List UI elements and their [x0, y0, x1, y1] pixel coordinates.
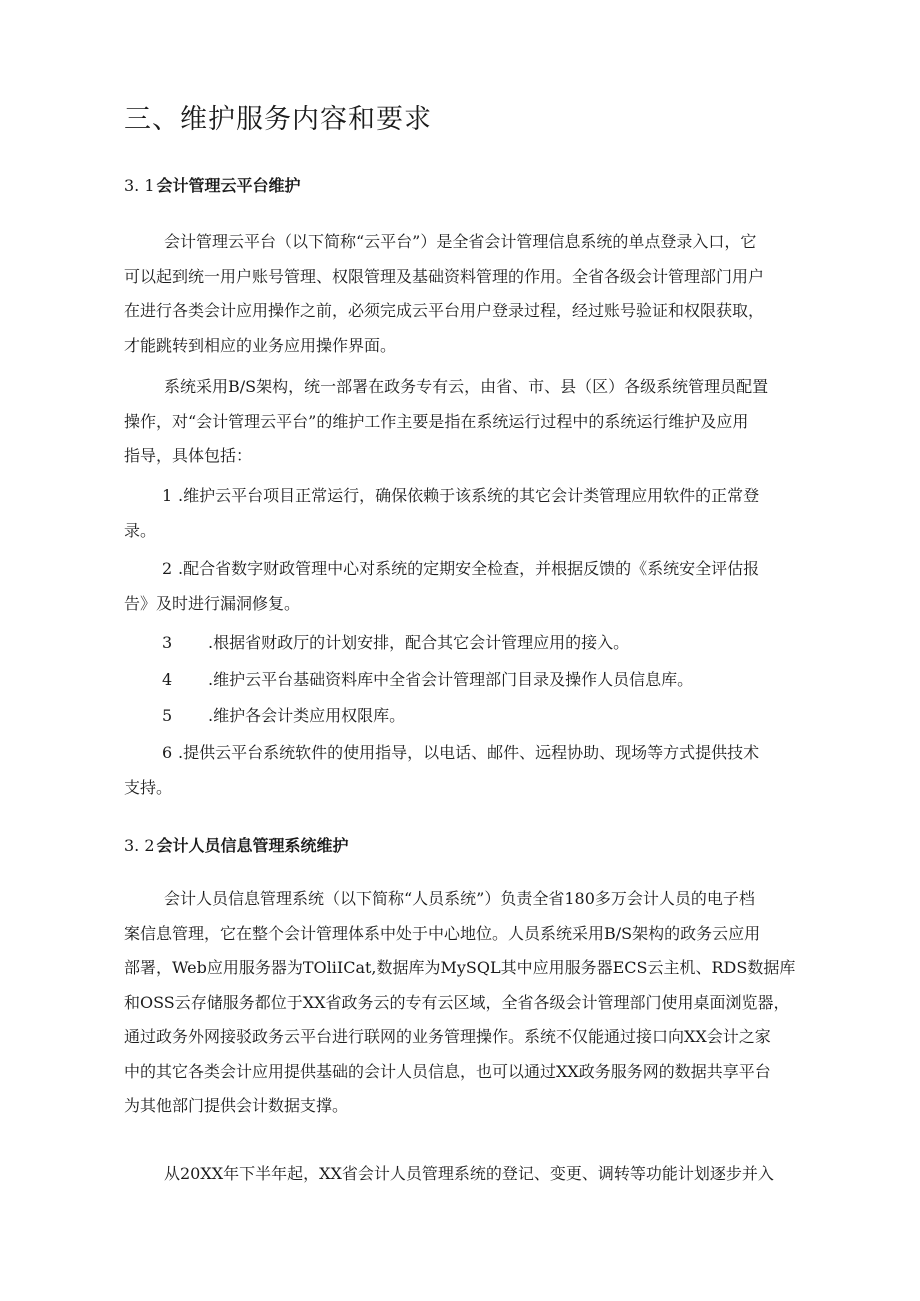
list-item — [124, 479, 804, 548]
paragraph-personnel-system — [124, 882, 804, 1124]
paragraph-cloud-platform-intro — [124, 225, 804, 363]
list-item — [124, 663, 804, 698]
subsection-heading-3-2 — [124, 834, 349, 858]
list-text: .维护各会计类应用权限库。 — [208, 706, 406, 725]
list-number: 1 — [162, 486, 173, 505]
list-number: 3 — [162, 633, 173, 652]
text-line: 指导，具体包括： — [124, 446, 253, 465]
list-number: 6 — [162, 743, 173, 762]
text-line: 会计管理云平台（以下简称“云平台”）是全省会计管理信息系统的单点登录入口，它 — [164, 232, 757, 251]
section-title: 三、维护服务内容和要求 — [124, 104, 432, 135]
text-line: 从20XX年下半年起，XX省会计人员管理系统的登记、变更、调转等功能计划逐步并入 — [164, 1164, 774, 1183]
list-text: .提供云平台系统软件的使用指导，以电话、邮件、远程协助、现场等方式提供技术 — [178, 743, 760, 762]
heading-text: 会计管理云平台维护 — [156, 176, 301, 195]
text-line: 系统采用B/S架构，统一部署在政务专有云，由省、市、县（区）各级系统管理员配置 — [164, 377, 769, 396]
heading-number: 3. 2 — [124, 836, 155, 855]
list-number: 4 — [162, 670, 173, 689]
text-line: 才能跳转到相应的业务应用操作界面。 — [124, 335, 397, 355]
text-line: 可以起到统一用户账号管理、权限管理及基础资料管理的作用。全省各级会计管理部门用户 — [124, 266, 765, 286]
list-item — [124, 699, 804, 734]
list-text: .维护云平台基础资料库中全省会计管理部门目录及操作人员信息库。 — [208, 670, 694, 689]
text-line: 为其他部门提供会计数据支撑。 — [124, 1096, 349, 1115]
text-line: 录。 — [124, 520, 157, 540]
list-item — [124, 736, 804, 805]
list-number: 5 — [162, 706, 173, 725]
heading-text: 会计人员信息管理系统维护 — [156, 836, 349, 855]
list-text: .根据省财政厅的计划安排，配合其它会计管理应用的接入。 — [208, 633, 630, 652]
text-line: 在进行各类会计应用操作之前，必须完成云平台用户登录过程，经过账号验证和权限获取， — [124, 301, 765, 320]
text-line: 支持。 — [124, 777, 173, 797]
text-line: 部署，Web应用服务器为TOliICat,数据库为MySQL其中应用服务器ECS云主机、RDS数据库 — [124, 958, 796, 977]
list-text: .维护云平台项目正常运行，确保依赖于该系统的其它会计类管理应用软件的正常登 — [178, 486, 760, 505]
list-item — [124, 552, 804, 621]
paragraph-migration-plan — [124, 1157, 804, 1192]
text-line: 和OSS云存储服务都位于XX省政务云的专有云区域，全省各级会计管理部门使用桌面浏览器， — [124, 992, 790, 1012]
text-line: 中的其它各类会计应用提供基础的会计人员信息，也可以通过XX政务服务网的数据共享平台 — [124, 1061, 771, 1081]
list-number: 2 — [162, 559, 173, 578]
text-line: 操作，对“会计管理云平台”的维护工作主要是指在系统运行过程中的系统运行维护及应用 — [124, 411, 749, 431]
text-line: 告》及时进行漏洞修复。 — [124, 593, 301, 613]
heading-number: 3. 1 — [124, 176, 155, 195]
paragraph-cloud-platform-architecture — [124, 370, 804, 474]
subsection-heading-3-1 — [124, 174, 301, 198]
text-line: 案信息管理，它在整个会计管理体系中处于中心地位。人员系统采用B/S架构的政务云应用 — [124, 923, 761, 943]
list-item — [124, 626, 804, 661]
text-line: 会计人员信息管理系统（以下简称“人员系统”）负责全省180多万会计人员的电子档 — [164, 889, 755, 908]
text-line: 通过政务外网接驳政务云平台进行联网的业务管理操作。系统不仅能通过接口向XX会计之家 — [124, 1027, 771, 1046]
list-text: .配合省数字财政管理中心对系统的定期安全检查，并根据反馈的《系统安全评估报 — [178, 559, 760, 578]
